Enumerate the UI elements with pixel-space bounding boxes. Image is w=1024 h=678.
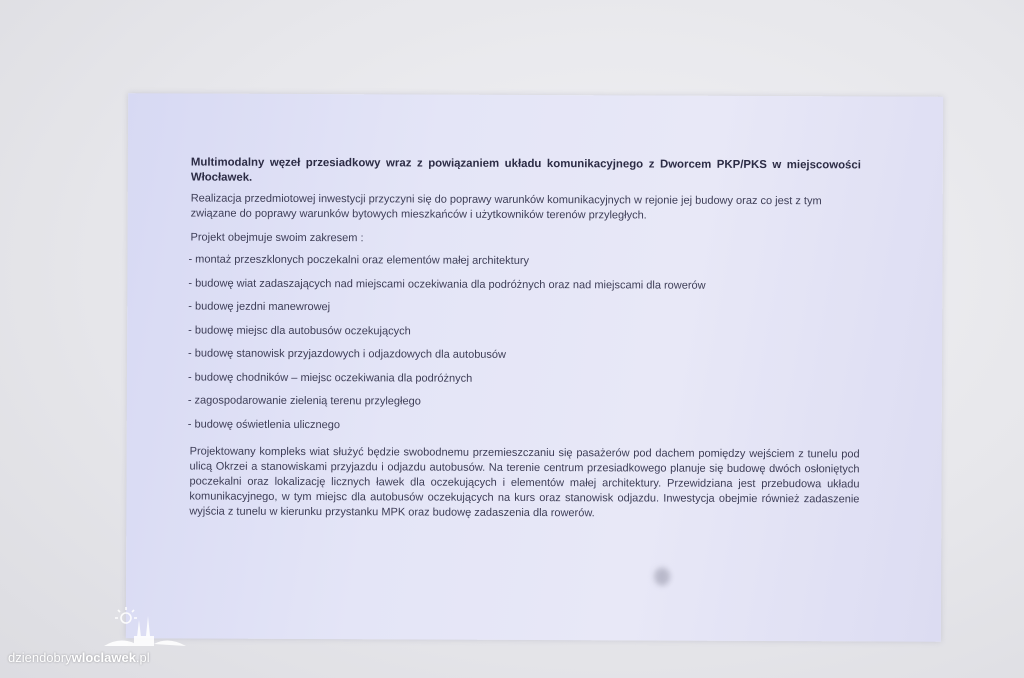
- list-item: - budowę miejsc dla autobusów oczekujących: [188, 323, 411, 337]
- watermark-logo: [8, 606, 198, 670]
- list-item: - budowę chodników – miejsc oczekiwania dla podróżnych: [187, 370, 473, 385]
- document-content: [189, 155, 861, 529]
- list-item: - budowę stanowisk przyjazdowych i odjazdowych dla autobusów: [188, 347, 507, 361]
- document-title: Multimodalny węzeł przesiadkowy wraz z powiązaniem układu komunikacyjnego z Dworcem PKP/PKS w miejscowości Włocławek.: [190, 156, 861, 184]
- paper-sheet: [126, 93, 943, 642]
- list-item: - budowę wiat zadaszających nad miejscami oczekiwania dla podróżnych oraz nad miejscami dla rowerów: [188, 276, 706, 292]
- watermark-text: [8, 650, 150, 665]
- scope-heading: Projekt obejmuje swoim zakresem :: [190, 231, 364, 245]
- watermark-highlight: wloclawek: [71, 650, 136, 665]
- watermark-prefix: dziendobry: [8, 650, 72, 665]
- paper-smudge: [654, 568, 670, 586]
- scope-list: [187, 252, 861, 443]
- watermark-suffix: .pl: [135, 650, 150, 665]
- closing-paragraph: Projektowany kompleks wiat służyć będzie swobodnemu przemieszczaniu się pasażerów pod dachem pomiędzy wejściem z tunelu pod ulicą Okrzei a stanowiskami przyjazdu i odjazdu autobusów. Na terenie centrum przesiadkowego planuje się budowę dwóch osłoniętych poczekalni oraz lokalizację licznych ławek dla oczekujących i elementów małej architektury. Przewidziana jest przebudowa układu komunikacyjnego, w tym miejsc dla autobusów oczekujących na kurs oraz stanowisk odjazdu. Inwestycja obejmie również zadaszenie wyjścia z tunelu w kierunku przystanku MPK oraz budowę zadaszenia dla rowerów.: [189, 445, 860, 520]
- document-intro: Realizacja przedmiotowej inwestycji przyczyni się do poprawy warunków komunikacyjnych w rejonie jej budowy oraz co jest z tym związane do poprawy warunków bytowych mieszkańców i użytkowników terenów przyległych.: [190, 192, 822, 222]
- list-item: - budowę jezdni manewrowej: [188, 300, 331, 314]
- list-item: - montaż przeszklonych poczekalni oraz elementów małej architektury: [188, 253, 530, 267]
- list-item: - zagospodarowanie zielenią terenu przyległego: [187, 394, 421, 408]
- list-item: - budowę oświetlenia ulicznego: [187, 417, 341, 431]
- cathedral-sun-icon: [8, 606, 198, 652]
